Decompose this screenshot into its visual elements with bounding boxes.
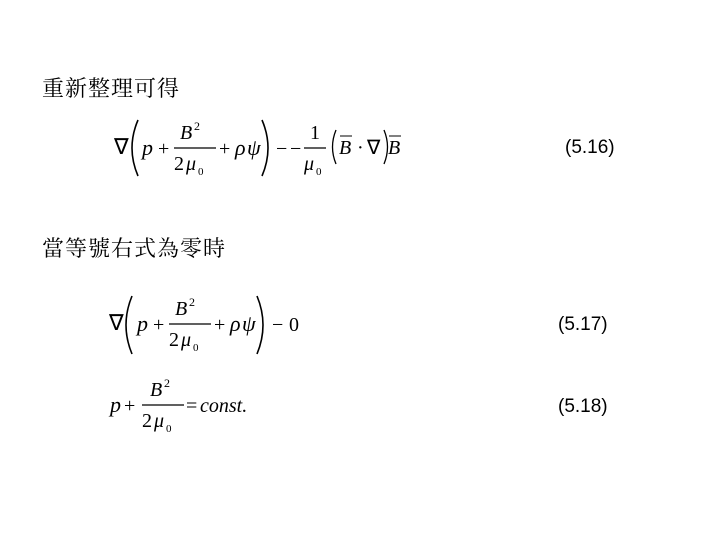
plus-sign: + [219,138,231,160]
var-B: B [180,122,193,144]
var-psi: ψ [247,135,261,160]
paren-left [126,296,132,354]
equation-5-17 [107,290,307,360]
heading-rearrange: 重新整理可得 [42,77,181,102]
minus-sign: − [276,138,288,160]
nabla-symbol: ∇ [114,134,129,159]
var-mu: μ [304,153,315,175]
equation-number-5-17: (5.17) [558,314,608,335]
numeral-2: 2 [169,329,179,351]
heading-condition: 當等號右式為零時 [42,237,227,262]
equation-number-5-18: (5.18) [558,396,608,417]
const-term: const. [200,395,248,417]
paren-right [262,120,268,176]
plus-sign: + [153,314,165,336]
var-mu: μ [186,153,197,175]
equation-number-5-16: (5.16) [565,137,615,158]
var-mu: μ [181,329,192,351]
numeral-0: 0 [289,314,299,336]
paren-left [132,120,138,176]
numeral-2: 2 [174,153,184,175]
var-B: B [388,137,401,159]
paren-right [257,296,263,354]
dot-operator: · [357,137,364,159]
nabla-symbol: ∇ [109,310,124,335]
exponent-2: 2 [189,295,195,309]
var-B: B [175,298,188,320]
equals-sign: − [272,314,284,336]
plus-sign: + [158,138,170,160]
exponent-2: 2 [164,376,170,390]
paren-right [384,130,388,164]
var-B: B [150,379,163,401]
plus-sign: + [214,314,226,336]
nabla-symbol: ∇ [367,137,381,159]
subscript-0: 0 [193,342,199,354]
var-mu: μ [154,410,165,432]
subscript-0: 0 [166,423,172,435]
subscript-0: 0 [198,166,204,178]
minus-sign: − [290,138,302,160]
equals-sign: = [186,395,198,417]
numeral-1: 1 [310,122,320,144]
paren-left [333,130,337,164]
equation-5-18 [110,378,270,440]
exponent-2: 2 [194,119,200,133]
numeral-2: 2 [142,410,152,432]
subscript-0: 0 [316,166,322,178]
var-B: B [339,137,352,159]
var-p: p [137,311,148,336]
var-rho: ρ [235,135,246,160]
var-p: p [142,135,153,160]
var-rho: ρ [230,311,241,336]
plus-sign: + [124,395,136,417]
var-psi: ψ [242,311,256,336]
var-p: p [110,392,121,417]
equation-5-16 [112,112,412,184]
